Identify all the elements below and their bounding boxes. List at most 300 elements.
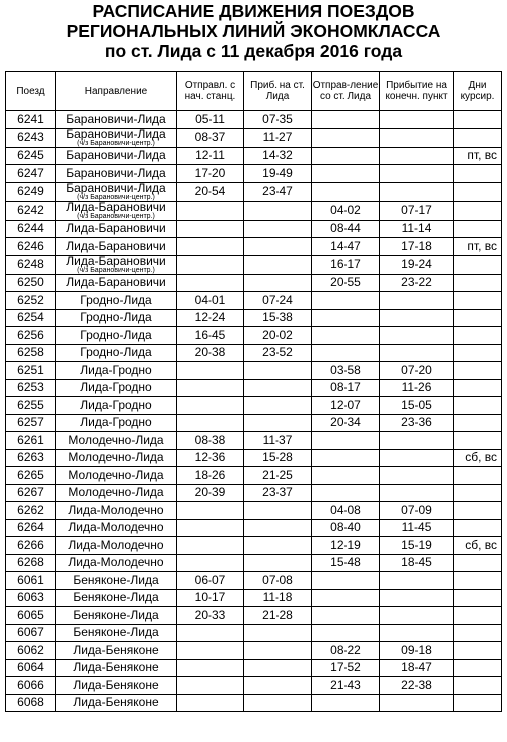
cell-dep-lida: 04-08 <box>312 502 380 520</box>
cell-dep-lida: 12-19 <box>312 537 380 555</box>
table-row <box>6 344 502 362</box>
cell-dep-lida: 20-34 <box>312 414 380 432</box>
cell-direction <box>56 165 177 183</box>
cell-dep-lida <box>312 467 380 485</box>
cell-train: 6246 <box>6 238 56 256</box>
cell-dep-origin <box>177 537 244 555</box>
cell-dep-origin <box>177 379 244 397</box>
cell-days <box>454 589 502 607</box>
table-row <box>6 238 502 256</box>
cell-direction <box>56 414 177 432</box>
direction-label: Лида-Молодечно <box>68 555 164 570</box>
cell-arr-final <box>380 128 454 147</box>
table-row <box>6 659 502 677</box>
cell-days <box>454 677 502 695</box>
cell-train: 6258 <box>6 344 56 362</box>
cell-train: 6268 <box>6 554 56 572</box>
cell-days <box>454 554 502 572</box>
cell-dep-origin: 06-07 <box>177 572 244 590</box>
cell-days <box>454 344 502 362</box>
cell-dep-origin: 20-39 <box>177 484 244 502</box>
cell-days <box>454 519 502 537</box>
table-row <box>6 165 502 183</box>
table-row <box>6 449 502 467</box>
cell-arr-final: 23-22 <box>380 274 454 292</box>
cell-train: 6244 <box>6 220 56 238</box>
table-row <box>6 642 502 660</box>
direction-label: Гродно-Лида <box>80 345 152 360</box>
cell-arr-final: 11-14 <box>380 220 454 238</box>
cell-train: 6064 <box>6 659 56 677</box>
cell-dep-origin <box>177 238 244 256</box>
cell-direction <box>56 292 177 310</box>
cell-days <box>454 128 502 147</box>
cell-direction <box>56 344 177 362</box>
cell-dep-origin <box>177 554 244 572</box>
direction-label: Лида-Барановичи <box>66 238 166 253</box>
cell-days <box>454 624 502 642</box>
cell-arr-lida: 23-47 <box>244 182 312 201</box>
cell-days <box>454 220 502 238</box>
table-row <box>6 519 502 537</box>
cell-arr-lida: 23-52 <box>244 344 312 362</box>
cell-dep-origin: 17-20 <box>177 165 244 183</box>
table-row <box>6 624 502 642</box>
cell-arr-final <box>380 111 454 129</box>
cell-arr-final <box>380 432 454 450</box>
cell-direction <box>56 537 177 555</box>
direction-label: Молодечно-Лида <box>68 467 164 482</box>
cell-train: 6063 <box>6 589 56 607</box>
cell-train: 6251 <box>6 362 56 380</box>
cell-arr-lida <box>244 397 312 415</box>
table-row <box>6 572 502 590</box>
cell-arr-final <box>380 292 454 310</box>
cell-train: 6253 <box>6 379 56 397</box>
cell-direction <box>56 502 177 520</box>
title-line-2: РЕГИОНАЛЬНЫХ ЛИНИЙ ЭКОНОМКЛАССА <box>66 21 441 41</box>
cell-arr-lida: 15-38 <box>244 309 312 327</box>
cell-train: 6261 <box>6 432 56 450</box>
cell-dep-lida <box>312 572 380 590</box>
direction-note: (ч/з Барановичи-центр.) <box>77 212 155 220</box>
cell-days <box>454 659 502 677</box>
cell-arr-lida: 14-32 <box>244 147 312 165</box>
cell-train: 6263 <box>6 449 56 467</box>
cell-train: 6243 <box>6 128 56 147</box>
cell-direction <box>56 379 177 397</box>
cell-direction <box>56 274 177 292</box>
cell-dep-origin: 20-54 <box>177 182 244 201</box>
table-row <box>6 467 502 485</box>
cell-arr-lida <box>244 255 312 274</box>
cell-direction <box>56 128 177 147</box>
direction-label: Лида-Гродно <box>80 362 152 377</box>
cell-train: 6062 <box>6 642 56 660</box>
cell-train: 6066 <box>6 677 56 695</box>
direction-label: Барановичи-Лида <box>66 182 166 195</box>
cell-train: 6065 <box>6 607 56 625</box>
cell-dep-lida: 20-55 <box>312 274 380 292</box>
cell-arr-final <box>380 694 454 712</box>
table-row <box>6 201 502 220</box>
cell-dep-origin: 12-24 <box>177 309 244 327</box>
direction-note: (ч/з Барановичи-центр.) <box>77 193 155 201</box>
cell-direction <box>56 111 177 129</box>
cell-dep-lida <box>312 309 380 327</box>
table-row <box>6 414 502 432</box>
cell-dep-origin: 08-37 <box>177 128 244 147</box>
direction-label: Лида-Беняконе <box>73 642 159 657</box>
cell-dep-lida: 04-02 <box>312 201 380 220</box>
cell-train: 6267 <box>6 484 56 502</box>
cell-dep-origin: 04-01 <box>177 292 244 310</box>
cell-dep-lida <box>312 432 380 450</box>
cell-train: 6254 <box>6 309 56 327</box>
cell-dep-lida <box>312 449 380 467</box>
cell-dep-lida <box>312 484 380 502</box>
table-row <box>6 502 502 520</box>
header-direction: Направление <box>56 72 177 111</box>
cell-arr-lida: 20-02 <box>244 327 312 345</box>
cell-dep-origin: 18-26 <box>177 467 244 485</box>
cell-arr-lida: 11-27 <box>244 128 312 147</box>
cell-dep-lida: 21-43 <box>312 677 380 695</box>
cell-days <box>454 432 502 450</box>
direction-label: Барановичи-Лида <box>66 148 166 163</box>
cell-arr-final <box>380 165 454 183</box>
cell-arr-final <box>380 607 454 625</box>
cell-days <box>454 484 502 502</box>
table-row <box>6 128 502 147</box>
cell-direction <box>56 694 177 712</box>
cell-dep-lida <box>312 292 380 310</box>
cell-direction <box>56 201 177 220</box>
cell-days <box>454 292 502 310</box>
cell-arr-lida <box>244 238 312 256</box>
direction-label: Лида-Гродно <box>80 415 152 430</box>
direction-label: Лида-Барановичи <box>66 221 166 236</box>
direction-label: Гродно-Лида <box>80 292 152 307</box>
cell-train: 6249 <box>6 182 56 201</box>
cell-dep-origin: 10-17 <box>177 589 244 607</box>
cell-direction <box>56 519 177 537</box>
cell-dep-lida <box>312 165 380 183</box>
direction-label: Лида-Беняконе <box>73 677 159 692</box>
cell-train: 6257 <box>6 414 56 432</box>
cell-arr-final <box>380 467 454 485</box>
cell-arr-final: 07-20 <box>380 362 454 380</box>
cell-days <box>454 572 502 590</box>
cell-direction <box>56 484 177 502</box>
cell-direction <box>56 572 177 590</box>
table-row <box>6 309 502 327</box>
cell-direction <box>56 659 177 677</box>
cell-days <box>454 165 502 183</box>
cell-direction <box>56 624 177 642</box>
cell-direction <box>56 467 177 485</box>
cell-days: сб, вс <box>454 537 502 555</box>
cell-days <box>454 607 502 625</box>
direction-note: (ч/з Барановичи-центр.) <box>77 139 155 147</box>
cell-arr-lida <box>244 624 312 642</box>
cell-direction <box>56 238 177 256</box>
cell-train: 6266 <box>6 537 56 555</box>
cell-arr-lida <box>244 362 312 380</box>
cell-arr-final: 07-09 <box>380 502 454 520</box>
cell-dep-lida <box>312 128 380 147</box>
cell-train: 6067 <box>6 624 56 642</box>
cell-arr-final <box>380 182 454 201</box>
direction-label: Лида-Гродно <box>80 380 152 395</box>
cell-dep-lida <box>312 344 380 362</box>
table-row <box>6 147 502 165</box>
direction-label: Лида-Беняконе <box>73 695 159 710</box>
cell-dep-lida <box>312 607 380 625</box>
table-row <box>6 362 502 380</box>
cell-dep-lida <box>312 589 380 607</box>
cell-arr-lida <box>244 537 312 555</box>
cell-days <box>454 467 502 485</box>
cell-arr-lida: 07-35 <box>244 111 312 129</box>
title-line-3: по ст. Лида с 11 декабря 2016 года <box>104 41 403 61</box>
table-row <box>6 607 502 625</box>
cell-arr-lida <box>244 659 312 677</box>
cell-arr-final: 09-18 <box>380 642 454 660</box>
cell-days <box>454 362 502 380</box>
cell-dep-origin: 08-38 <box>177 432 244 450</box>
schedule-rows <box>6 111 502 712</box>
direction-label: Лида-Гродно <box>80 397 152 412</box>
cell-days <box>454 694 502 712</box>
cell-dep-origin <box>177 397 244 415</box>
cell-train: 6247 <box>6 165 56 183</box>
cell-arr-lida <box>244 502 312 520</box>
cell-dep-origin: 12-11 <box>177 147 244 165</box>
header-arr-final: Прибытие на конечн. пункт <box>380 72 454 111</box>
cell-arr-lida: 23-37 <box>244 484 312 502</box>
cell-train: 6242 <box>6 201 56 220</box>
cell-arr-final <box>380 309 454 327</box>
direction-label: Лида-Барановичи <box>66 201 166 214</box>
direction-label: Беняконе-Лида <box>73 625 159 640</box>
cell-arr-lida <box>244 694 312 712</box>
cell-arr-final: 19-24 <box>380 255 454 274</box>
cell-direction <box>56 362 177 380</box>
cell-direction <box>56 255 177 274</box>
cell-train: 6255 <box>6 397 56 415</box>
table-row <box>6 327 502 345</box>
cell-dep-lida <box>312 111 380 129</box>
cell-dep-origin: 20-33 <box>177 607 244 625</box>
direction-label: Барановичи-Лида <box>66 165 166 180</box>
cell-dep-lida: 16-17 <box>312 255 380 274</box>
cell-dep-origin: 16-45 <box>177 327 244 345</box>
cell-direction <box>56 677 177 695</box>
table-row <box>6 677 502 695</box>
cell-arr-final <box>380 449 454 467</box>
table-row <box>6 589 502 607</box>
cell-arr-final: 15-05 <box>380 397 454 415</box>
cell-train: 6252 <box>6 292 56 310</box>
direction-label: Беняконе-Лида <box>73 607 159 622</box>
cell-train: 6068 <box>6 694 56 712</box>
cell-train: 6265 <box>6 467 56 485</box>
cell-direction <box>56 397 177 415</box>
cell-arr-final <box>380 484 454 502</box>
cell-arr-final: 22-38 <box>380 677 454 695</box>
cell-arr-final <box>380 572 454 590</box>
cell-direction <box>56 432 177 450</box>
cell-days <box>454 327 502 345</box>
direction-label: Молодечно-Лида <box>68 450 164 465</box>
cell-days <box>454 397 502 415</box>
cell-arr-lida <box>244 201 312 220</box>
cell-train: 6061 <box>6 572 56 590</box>
direction-label: Молодечно-Лида <box>68 432 164 447</box>
cell-dep-lida <box>312 147 380 165</box>
direction-label: Барановичи-Лида <box>66 111 166 126</box>
cell-arr-final <box>380 344 454 362</box>
cell-arr-final <box>380 147 454 165</box>
cell-direction <box>56 642 177 660</box>
cell-arr-final <box>380 624 454 642</box>
cell-dep-origin <box>177 677 244 695</box>
cell-days <box>454 182 502 201</box>
direction-label: Беняконе-Лида <box>73 572 159 587</box>
direction-label: Лида-Молодечно <box>68 520 164 535</box>
cell-train: 6241 <box>6 111 56 129</box>
cell-days <box>454 111 502 129</box>
cell-dep-origin: 12-36 <box>177 449 244 467</box>
cell-arr-lida: 21-28 <box>244 607 312 625</box>
cell-arr-final: 07-17 <box>380 201 454 220</box>
cell-days <box>454 274 502 292</box>
cell-days <box>454 502 502 520</box>
cell-dep-origin <box>177 519 244 537</box>
cell-days <box>454 414 502 432</box>
cell-dep-origin <box>177 502 244 520</box>
cell-dep-lida: 03-58 <box>312 362 380 380</box>
cell-train: 6264 <box>6 519 56 537</box>
header-dep-origin: Отправл. с нач. станц. <box>177 72 244 111</box>
direction-label: Лида-Барановичи <box>66 275 166 290</box>
cell-dep-origin <box>177 362 244 380</box>
cell-dep-lida <box>312 624 380 642</box>
cell-dep-lida: 15-48 <box>312 554 380 572</box>
cell-dep-lida: 14-47 <box>312 238 380 256</box>
direction-label: Лида-Барановичи <box>66 255 166 268</box>
page-title <box>0 1 507 61</box>
cell-train: 6262 <box>6 502 56 520</box>
cell-arr-lida: 11-18 <box>244 589 312 607</box>
table-row <box>6 255 502 274</box>
direction-label: Беняконе-Лида <box>73 590 159 605</box>
cell-arr-lida <box>244 220 312 238</box>
header-arr-lida: Приб. на ст. Лида <box>244 72 312 111</box>
cell-dep-origin <box>177 220 244 238</box>
cell-dep-lida: 08-22 <box>312 642 380 660</box>
table-row <box>6 379 502 397</box>
cell-days <box>454 309 502 327</box>
cell-dep-origin: 20-38 <box>177 344 244 362</box>
header-days: Дни курсир. <box>454 72 502 111</box>
cell-arr-lida <box>244 414 312 432</box>
cell-train: 6245 <box>6 147 56 165</box>
table-row <box>6 220 502 238</box>
cell-arr-final: 23-36 <box>380 414 454 432</box>
cell-arr-lida <box>244 554 312 572</box>
cell-arr-lida: 15-28 <box>244 449 312 467</box>
cell-arr-final: 18-45 <box>380 554 454 572</box>
table-row <box>6 397 502 415</box>
direction-label: Молодечно-Лида <box>68 485 164 500</box>
cell-arr-final <box>380 589 454 607</box>
header-dep-lida: Отправ-ление со ст. Лида <box>312 72 380 111</box>
schedule-table <box>5 71 502 712</box>
table-row <box>6 292 502 310</box>
cell-days <box>454 255 502 274</box>
cell-direction <box>56 220 177 238</box>
cell-dep-origin <box>177 659 244 677</box>
cell-arr-lida <box>244 677 312 695</box>
table-row <box>6 274 502 292</box>
cell-dep-origin <box>177 255 244 274</box>
cell-dep-origin: 05-11 <box>177 111 244 129</box>
table-row <box>6 182 502 201</box>
table-row <box>6 554 502 572</box>
direction-note: (ч/з Барановичи-центр.) <box>77 266 155 274</box>
cell-days <box>454 642 502 660</box>
table-row <box>6 432 502 450</box>
table-row <box>6 484 502 502</box>
cell-direction <box>56 182 177 201</box>
header-train: Поезд <box>6 72 56 111</box>
cell-arr-lida <box>244 274 312 292</box>
cell-dep-origin <box>177 414 244 432</box>
title-line-1: РАСПИСАНИЕ ДВИЖЕНИЯ ПОЕЗДОВ <box>92 1 415 21</box>
cell-arr-final: 18-47 <box>380 659 454 677</box>
cell-dep-lida <box>312 327 380 345</box>
cell-days: пт, вс <box>454 147 502 165</box>
cell-arr-final: 11-26 <box>380 379 454 397</box>
direction-label: Лида-Молодечно <box>68 537 164 552</box>
cell-arr-final: 11-45 <box>380 519 454 537</box>
cell-arr-lida: 07-08 <box>244 572 312 590</box>
cell-direction <box>56 327 177 345</box>
cell-dep-lida: 08-40 <box>312 519 380 537</box>
cell-arr-final: 17-18 <box>380 238 454 256</box>
cell-dep-lida: 17-52 <box>312 659 380 677</box>
direction-label: Лида-Молодечно <box>68 502 164 517</box>
cell-direction <box>56 147 177 165</box>
table-row <box>6 694 502 712</box>
cell-arr-lida <box>244 519 312 537</box>
header-row <box>6 72 502 111</box>
cell-arr-lida <box>244 379 312 397</box>
cell-train: 6248 <box>6 255 56 274</box>
cell-direction <box>56 449 177 467</box>
cell-arr-final: 15-19 <box>380 537 454 555</box>
cell-arr-final <box>380 327 454 345</box>
cell-direction <box>56 607 177 625</box>
cell-arr-lida <box>244 642 312 660</box>
cell-arr-lida: 07-24 <box>244 292 312 310</box>
cell-days: сб, вс <box>454 449 502 467</box>
direction-label: Гродно-Лида <box>80 327 152 342</box>
direction-label: Барановичи-Лида <box>66 128 166 141</box>
cell-arr-lida: 11-37 <box>244 432 312 450</box>
